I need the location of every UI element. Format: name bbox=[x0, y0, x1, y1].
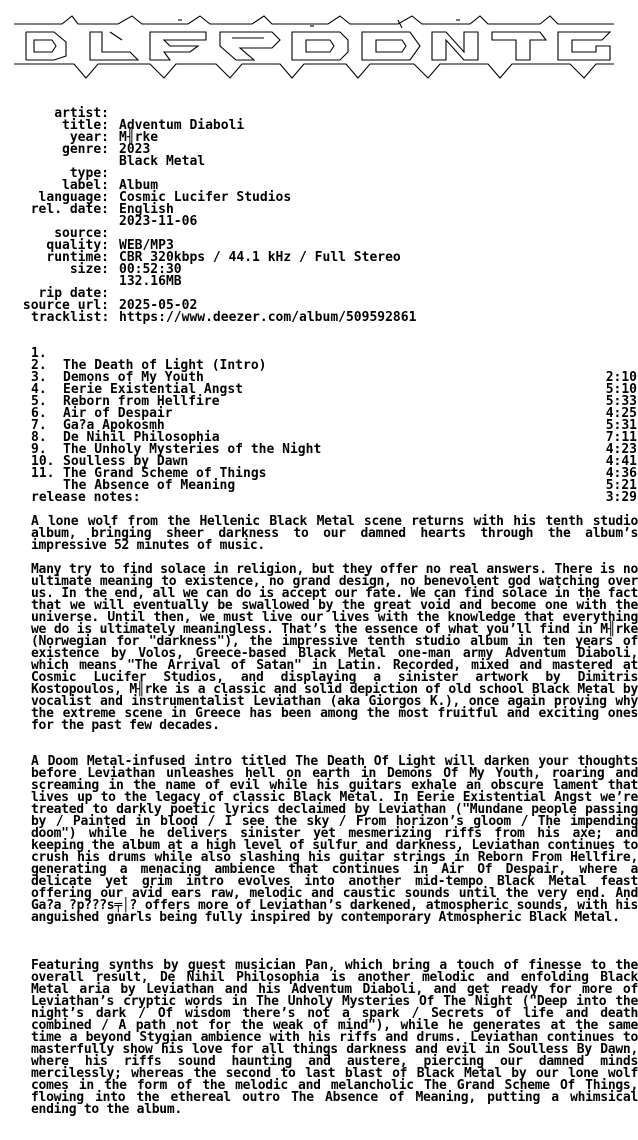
meta-source: WEB/MP3 bbox=[119, 238, 174, 253]
meta-key: rip date: bbox=[38, 286, 109, 301]
track-title: De Nihil Philosophia bbox=[63, 430, 220, 445]
track-number: 2. bbox=[31, 358, 47, 373]
meta-key: type: bbox=[69, 166, 109, 181]
meta-key: year: bbox=[69, 130, 109, 145]
track-duration: 3:29 bbox=[605, 490, 637, 505]
notes-paragraph-2: Many try to find solace in religion, but they offer no real answers. There is no ultimate meaning to existence, no grand design, no benevolent god watching over us. In the end, all we can do is accept our fate. We can find solace in the fact that we will eventually be swallowed by the great void and become one with the universe. Until then, we must live our lives with the knowledge that everything we do is ultimately meaningless. That’s the essence of what you’ll find in M╢rke (Norwegian for "darkness"), the impressive tenth studio album in ten years of existence by Volos, Greece-based Black Metal one-man army Adventum Diaboli, which means "The Arrival of Satan" in Latin. Recorded, mixed and mastered at Cosmic Lucifer Studios, and displaying a sinister artwork by Dimitris Kostopoulos, M╢rke is a classic and solid depiction of old school Black Metal by vocalist and instrumentalist Leviathan (aka Giorgos K.), once again proving why the extreme scene in Greece has been among the most fruitful and exciting ones for the past few decades. bbox=[31, 562, 638, 733]
meta-rip-date: 2025-05-02 bbox=[119, 298, 198, 313]
release-notes-heading: release notes: bbox=[31, 490, 141, 505]
track-number: 5. bbox=[31, 394, 47, 409]
notes-paragraph-4: Featuring synths by guest musician Pan, which bring a touch of finesse to the overall result, De Nihil Philosophia is another melodic and enfolding Black Metal aria by Leviathan and his Adventum Diaboli, and get ready for more of Leviathan’s cryptic words in The Unholy Mysteries Of The Night ("Deep into the night’s dark / Of wisdom there’s not a spark / Secrets of life and death combined / A path not for the weak of mind"), while he generates at the same time a beyond Stygian ambience with his riffs and drums. Leviathan continues to masterfully show his love for all things darkness and evil in Soulless By Dawn, where his riffs sound haunting and austere, piercing our damned minds mercilessly; whereas the second to last blast of Black Metal by our lone wolf comes in the form of the melodic and melancholic The Grand Scheme Of Things, flowing into the ethereal outro The Absence of Meaning, putting a whimsical ending to the album. bbox=[31, 958, 638, 1117]
notes-paragraph-1: A lone wolf from the Hellenic Black Metal scene returns with his tenth studio album, bringing sheer darkness to our damned hearts through the album’s impressive 52 minutes of music. bbox=[31, 514, 638, 553]
track-number: 4. bbox=[31, 382, 47, 397]
meta-genre: Black Metal bbox=[119, 154, 206, 169]
meta-key: source: bbox=[54, 226, 109, 241]
track-duration: 5:33 bbox=[605, 394, 637, 409]
track-number: 11. bbox=[31, 466, 55, 481]
track-duration: 4:36 bbox=[605, 466, 637, 481]
notes-paragraph-3: A Doom Metal-infused intro titled The Death Of Light will darken your thoughts before Leviathan unleashes hell on earth in Demons Of My Youth, roaring and screaming in the name of evil while his guitars exhale an obscure lament that lives up to the legacy of classic Black Metal. In Eerie Existential Angst we’re treated to darkly poetic lyrics declaimed by Leviathan ("Mundane people passing by / Painted in blood / I see the sky / From horizon’s gloom / The impending doom") while he delivers sinister yet mesmerizing riffs from his axe; and keeping the album at a high level of sulfur and darkness, Leviathan continues to crush his drums while also slashing his guitar strings in Reborn From Hellfire, generating a menacing ambience that continues in Air Of Despair, where a delicate yet grim intro evolves into another mid-tempo Black Metal feast offering our avid ears raw, melodic and caustic sounds until the very end. And Ga?a ?p???s╤│? offers more of Leviathan’s darkened, atmospheric sounds, with his anguished gnarls being fully inspired by contemporary Atmospheric Black Metal. bbox=[31, 754, 638, 925]
track-title: The Grand Scheme of Things bbox=[63, 466, 267, 481]
meta-size: 132.16MB bbox=[119, 274, 182, 289]
track-number: 9. bbox=[31, 442, 47, 457]
ascii-art-logo bbox=[10, 12, 622, 84]
track-title: The Death of Light (Intro) bbox=[63, 358, 267, 373]
track-duration: 4:41 bbox=[605, 454, 637, 469]
track-number: 1. bbox=[31, 346, 47, 361]
meta-quality: CBR 320kbps / 44.1 kHz / Full Stereo bbox=[119, 250, 401, 265]
track-duration: 2:10 bbox=[605, 370, 637, 385]
meta-year: 2023 bbox=[119, 142, 151, 157]
track-title: Air of Despair bbox=[63, 406, 173, 421]
track-duration: 4:25 bbox=[605, 406, 637, 421]
meta-rel-date: 2023-11-06 bbox=[119, 214, 198, 229]
meta-label: Cosmic Lucifer Studios bbox=[119, 190, 292, 205]
meta-runtime: 00:52:30 bbox=[119, 262, 182, 277]
track-title: Reborn from Hellfire bbox=[63, 394, 220, 409]
track-number: 8. bbox=[31, 430, 47, 445]
track-duration: 5:10 bbox=[605, 382, 637, 397]
meta-key: runtime: bbox=[46, 250, 109, 265]
track-title: The Unholy Mysteries of the Night bbox=[63, 442, 322, 457]
track-number: 7. bbox=[31, 418, 47, 433]
source-url-link[interactable]: https://www.deezer.com/album/509592861 bbox=[119, 310, 417, 325]
track-number: 6. bbox=[31, 406, 47, 421]
track-number: 10. bbox=[31, 454, 55, 469]
meta-title: M╢rke bbox=[119, 130, 159, 145]
meta-key: artist: bbox=[54, 106, 109, 121]
tracklist-heading: tracklist: bbox=[31, 310, 110, 325]
track-duration: 5:31 bbox=[605, 418, 637, 433]
track-duration: 5:21 bbox=[605, 478, 637, 493]
meta-key: size: bbox=[69, 262, 109, 277]
track-number: 3. bbox=[31, 370, 47, 385]
meta-artist: Adventum Diaboli bbox=[119, 118, 245, 133]
track-duration: 7:11 bbox=[605, 430, 637, 445]
meta-key: language: bbox=[38, 190, 109, 205]
meta-key: title: bbox=[62, 118, 109, 133]
track-duration: 4:23 bbox=[605, 442, 637, 457]
meta-type: Album bbox=[119, 178, 159, 193]
track-title: Ga?a Apokosmh bbox=[63, 418, 165, 433]
meta-key: rel. date: bbox=[30, 202, 109, 217]
meta-language: English bbox=[119, 202, 174, 217]
track-title: Demons of My Youth bbox=[63, 370, 204, 385]
meta-key: label: bbox=[62, 178, 109, 193]
meta-key: quality: bbox=[46, 238, 109, 253]
ascii-logo-drawing bbox=[10, 12, 622, 84]
track-title: Eerie Existential Angst bbox=[63, 382, 244, 397]
meta-key: source url: bbox=[22, 298, 109, 313]
track-title: Soulless by Dawn bbox=[63, 454, 189, 469]
track-title: The Absence of Meaning bbox=[63, 478, 236, 493]
meta-key: genre: bbox=[62, 142, 109, 157]
